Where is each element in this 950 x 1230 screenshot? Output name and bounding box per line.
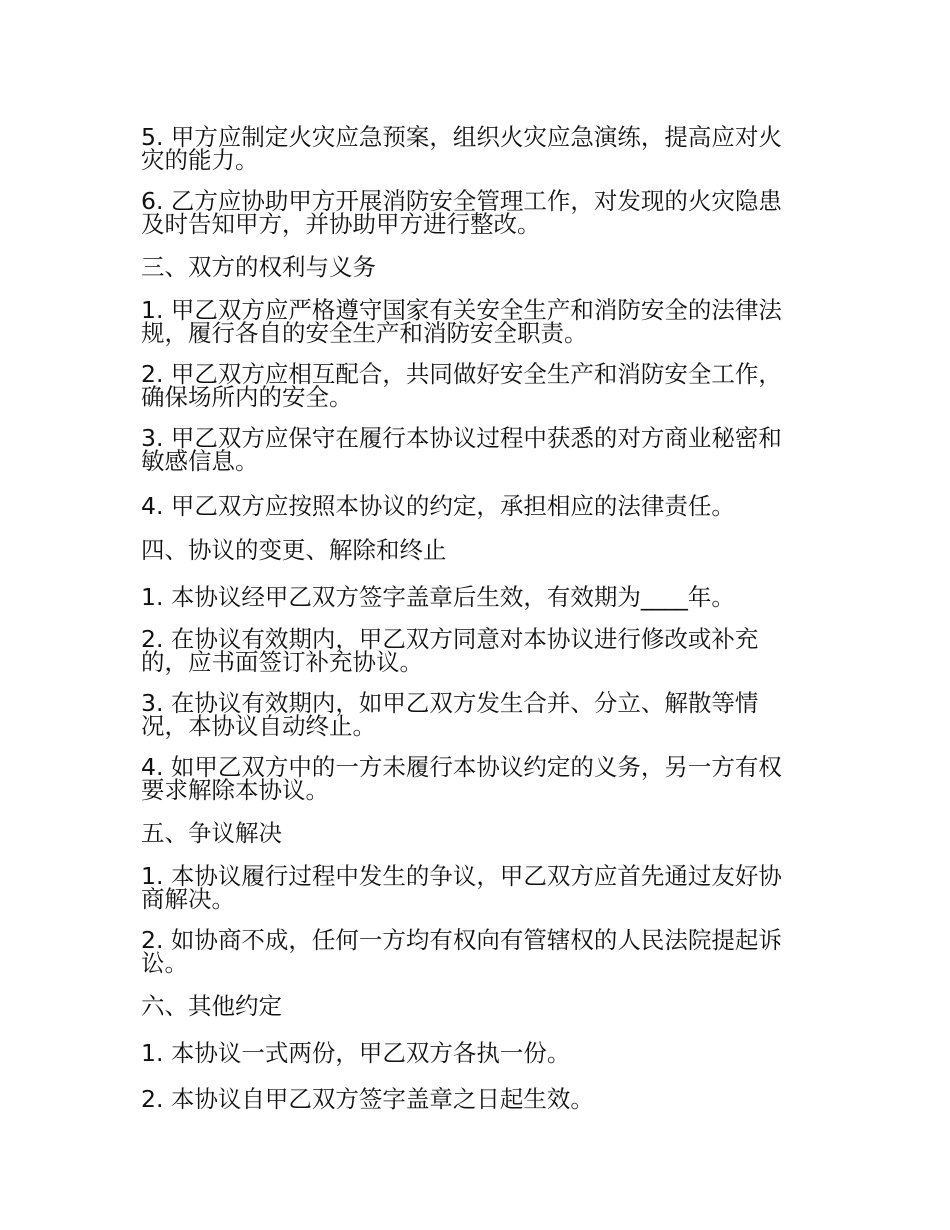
paragraph-rights-4: 4. 甲乙双方应按照本协议的约定，承担相应的法律责任。	[141, 492, 735, 520]
paragraph-dispute-2: 2. 如协商不成，任何一方均有权向有管辖权的人民法院提起诉讼。	[141, 926, 782, 977]
section-heading-other-terms: 六、其他约定	[141, 992, 282, 1020]
paragraph-rights-1: 1. 甲乙双方应严格遵守国家有关安全生产和消防安全的法律法规，履行各自的安全生产和消防安全职责。	[141, 296, 782, 347]
paragraph-dispute-1: 1. 本协议履行过程中发生的争议，甲乙双方应首先通过友好协商解决。	[141, 862, 782, 913]
section-heading-change-termination: 四、协议的变更、解除和终止	[141, 536, 447, 564]
paragraph-rights-2: 2. 甲乙双方应相互配合，共同做好安全生产和消防安全工作，确保场所内的安全。	[141, 360, 782, 411]
paragraph-6-assist-management: 6. 乙方应协助甲方开展消防安全管理工作，对发现的火灾隐患及时告知甲方，并协助甲方进行整改。	[141, 187, 782, 238]
document-page	[141, 123, 796, 1130]
section-heading-dispute-resolution: 五、争议解决	[141, 819, 282, 847]
section-heading-rights-obligations: 三、双方的权利与义务	[141, 253, 376, 281]
paragraph-other-2: 2. 本协议自甲乙双方签字盖章之日起生效。	[141, 1085, 594, 1113]
paragraph-rights-3: 3. 甲乙双方应保守在履行本协议过程中获悉的对方商业秘密和敏感信息。	[141, 424, 782, 475]
paragraph-change-3: 3. 在协议有效期内，如甲乙双方发生合并、分立、解散等情况，本协议自动终止。	[141, 689, 759, 740]
paragraph-change-1: 1. 本协议经甲乙双方签字盖章后生效，有效期为____年。	[141, 583, 735, 611]
paragraph-5-fire-plan: 5. 甲方应制定火灾应急预案，组织火灾应急演练，提高应对火灾的能力。	[141, 123, 782, 174]
paragraph-change-2: 2. 在协议有效期内，甲乙双方同意对本协议进行修改或补充的，应书面签订补充协议。	[141, 625, 759, 676]
paragraph-other-1: 1. 本协议一式两份，甲乙双方各执一份。	[141, 1039, 571, 1067]
paragraph-change-4: 4. 如甲乙双方中的一方未履行本协议约定的义务，另一方有权要求解除本协议。	[141, 753, 782, 804]
